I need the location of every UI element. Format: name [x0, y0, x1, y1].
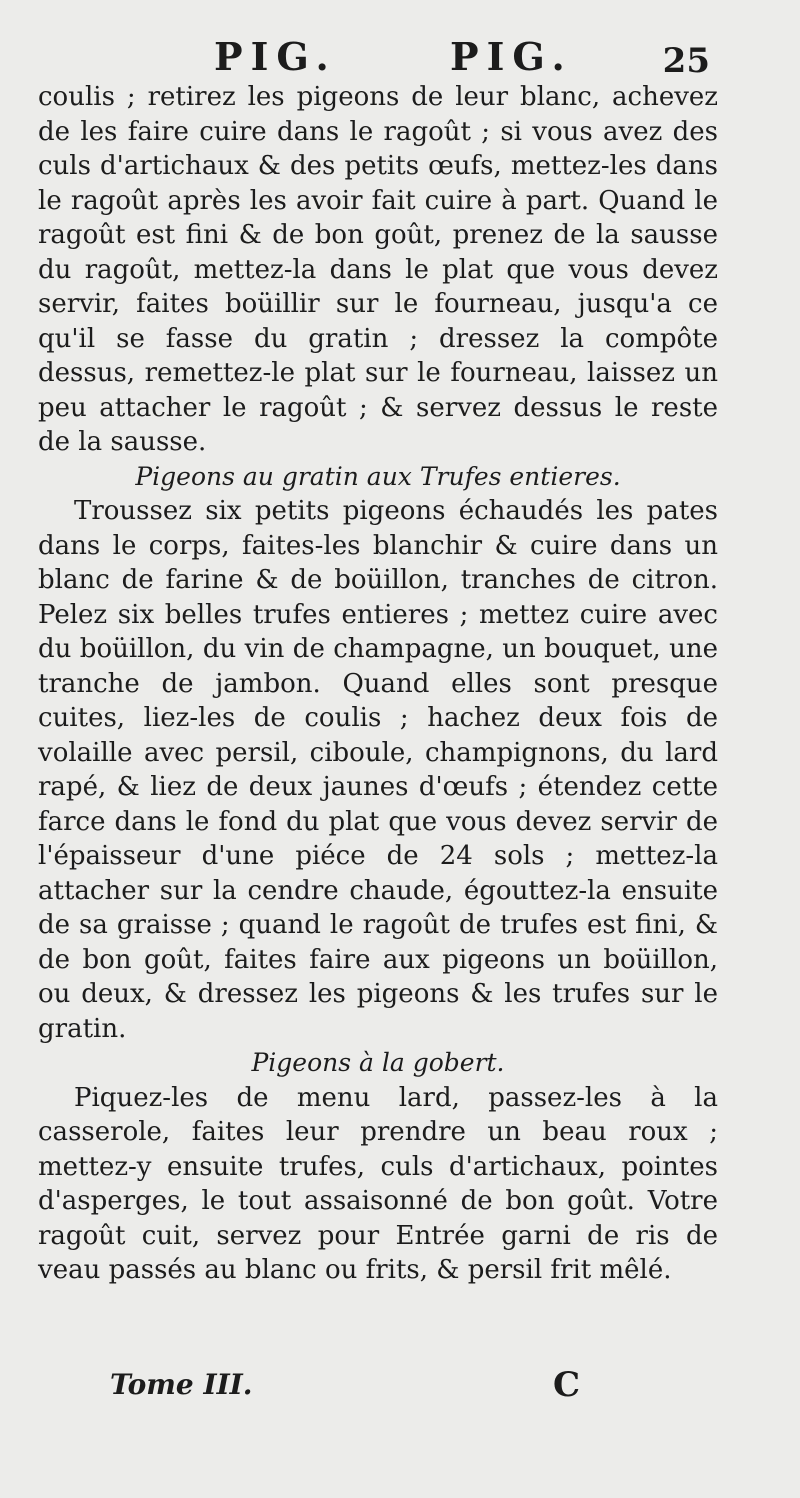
recipe-text-trufes: Troussez six petits pigeons échaudés les pates dans le corps, faites-les blanchir & cuire dans un blanc de farine & de boüillon, tranches de citron. Pelez six belles trufes entieres ; mettez cuire avec du boüillon, du vin de champagne, un bouquet, une tranche de jambon. Quand elles sont presque cuites, liez-les de coulis ; hachez deux fois de volaille avec persil, ciboule, champignons, du lard rapé, & liez de deux jaunes d'œufs ; étendez cette farce dans le fond du plat que vous devez servir de l'épaisseur d'une piéce de 24 sols ; mettez-la attacher sur la cendre chaude, égouttez-la ensuite de sa graisse ; quand le ragoût de trufes est fini, & de bon goût, faites faire aux pigeons un boüillon, ou deux, & dressez les pigeons & les trufes sur le gratin.	[38, 496, 718, 1044]
page-body	[38, 80, 718, 1288]
page-number: 25	[662, 41, 710, 81]
recipe-title-trufes: Pigeons au gratin aux Trufes entieres.	[135, 461, 621, 491]
continued-paragraph: coulis ; retirez les pigeons de leur blanc, achevez de les faire cuire dans le ragoût ; si vous avez des culs d'artichaux & des petits œufs, mettez-les dans le ragoût après les avoir fait cuire à part. Quand le ragoût est fini & de bon goût, prenez de la sausse du ragoût, mettez-la dans le plat que vous devez servir, faites boüillir sur le fourneau, jusqu'a ce qu'il se fasse du gratin ; dressez la compôte dessus, remettez-le plat sur le fourneau, laissez un peu attacher le ragoût ; & servez dessus le reste de la sausse.	[38, 82, 718, 457]
recipe-title-gobert: Pigeons à la gobert.	[251, 1048, 505, 1077]
signature-mark: C	[552, 1365, 580, 1405]
running-head-right: PIG.	[450, 34, 573, 79]
running-header	[150, 32, 710, 82]
page-footer	[110, 1360, 580, 1410]
recipe-text-gobert: Piquez-les de menu lard, passez-les à la casserole, faites leur prendre un beau roux ; mettez-y ensuite trufes, culs d'artichaux, pointes d'asperges, le tout assaisonné de bon goût. Votre ragoût cuit, servez pour Entrée garni de ris de veau passés au blanc ou frits, & persil frit mêlé.	[38, 1082, 718, 1285]
running-head-left: PIG.	[214, 34, 337, 79]
volume-label: Tome III.	[110, 1368, 253, 1401]
